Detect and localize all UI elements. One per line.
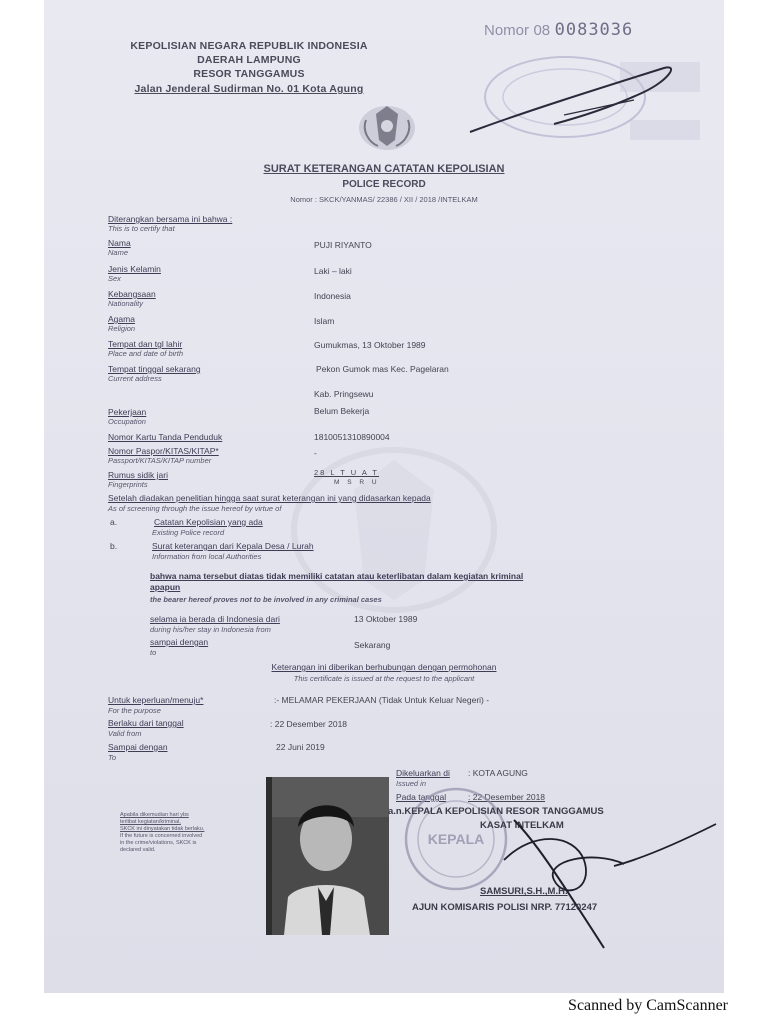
stay-from-label-en: during his/her stay in Indonesia from [150, 625, 271, 634]
field-label-passport-en: Passport/KITAS/KITAP number [108, 456, 212, 465]
field-value-address-2: Kab. Pringsewu [314, 389, 374, 399]
field-label-sex-en: Sex [108, 274, 121, 283]
field-label-name-en: Name [108, 248, 129, 257]
issued-note: Keterangan ini diberikan berhubungan dengan permohonan [271, 662, 497, 672]
disclaimer-note [120, 812, 265, 854]
signer-rank: AJUN KOMISARIS POLISI NRP. 77120247 [412, 902, 598, 913]
field-value-fingerprint-2: M S R U [334, 479, 380, 486]
issued-date-label: Pada tanggal [396, 792, 447, 802]
serial-prefix: 08 [533, 22, 551, 39]
field-value-fingerprint: 28 L T U A T [314, 468, 380, 477]
org-line-2: DAERAH LAMPUNG [197, 54, 301, 66]
field-label-religion-en: Religion [108, 324, 136, 333]
purpose-value: :- MELAMAR PEKERJAAN (Tidak Untuk Keluar Negeri) - [274, 695, 490, 705]
field-label-religion: Agama [108, 314, 135, 324]
disclaimer-line-1: Apabila dikemudian hari ybs [120, 812, 189, 818]
applicant-portrait-icon [266, 777, 389, 935]
stay-to-label-en: to [150, 648, 157, 657]
field-label-passport: Nomor Paspor/KITAS/KITAP* [108, 446, 219, 456]
field-value-occupation: Belum Bekerja [314, 406, 370, 416]
stay-to-value: Sekarang [354, 640, 391, 650]
field-value-sex: Laki – laki [314, 266, 352, 276]
screening-item-a: Catatan Kepolisian yang ada [154, 517, 263, 527]
valid-to-value: 22 Juni 2019 [276, 742, 325, 752]
watermark-emblem-icon [284, 440, 504, 620]
org-line-3: RESOR TANGGAMUS [193, 68, 305, 80]
statement-line-1: bahwa nama tersebut diatas tidak memiliki catatan atau keterlibatan dalam kegiatan kriminal [150, 571, 524, 581]
screening-item-a-en: Existing Police record [152, 528, 225, 537]
field-label-occupation-en: Occupation [108, 417, 146, 426]
disclaimer-line-4: If the future is concerned involved [120, 833, 203, 839]
field-label-nationality-en: Nationality [108, 299, 144, 308]
signature-top-icon [464, 60, 704, 160]
document-paper [44, 0, 724, 993]
disclaimer-line-5: in the crime/violations, SKCK is [120, 840, 197, 846]
field-value-religion: Islam [314, 316, 335, 326]
field-label-occupation: Pekerjaan [108, 407, 147, 417]
valid-from-label-en: Valid from [108, 729, 142, 738]
field-label-ktp: Nomor Kartu Tanda Penduduk [108, 432, 223, 442]
field-label-sex: Jenis Kelamin [108, 264, 161, 274]
field-label-address: Tempat tinggal sekarang [108, 364, 201, 374]
valid-to-label-en: To [108, 753, 117, 762]
screening-item-b: Surat keterangan dari Kepala Desa / Lurah [152, 541, 314, 551]
disclaimer-line-2: terlibat kegiatan/kriminal, [120, 819, 181, 825]
statement-en: the bearer hereof proves not to be involved in any criminal cases [150, 595, 382, 604]
issued-note-en: This certificate is issued at the request to the applicant [293, 674, 475, 683]
screening-item-b-marker: b. [110, 541, 118, 551]
serial-label: Nomor [484, 22, 530, 39]
org-line-1: KEPOLISIAN NEGARA REPUBLIK INDONESIA [130, 40, 368, 52]
field-label-address-en: Current address [108, 374, 162, 383]
issued-date-value: : 22 Desember 2018 [468, 792, 546, 802]
stamp-text: KEPALA [427, 831, 485, 847]
purpose-label: Untuk keperluan/menuju* [108, 695, 204, 705]
statement-line-2: apapun [150, 582, 181, 592]
field-label-nationality: Kebangsaan [108, 289, 156, 299]
stay-to-label: sampai dengan [150, 637, 209, 647]
disclaimer-line-3: SKCK ini dinyatakan tidak berlaku. [120, 826, 205, 832]
intro-text-en: This is to certify that [108, 224, 175, 233]
field-value-birth: Gumukmas, 13 Oktober 1989 [314, 340, 426, 350]
valid-from-label: Berlaku dari tanggal [108, 718, 184, 728]
intro-text: Diterangkan bersama ini bahwa : [108, 214, 233, 224]
purpose-label-en: For the purpose [108, 706, 161, 715]
screening-text-en: As of screening through the issue hereof by virtue of [108, 504, 282, 513]
org-address: Jalan Jenderal Sudirman No. 01 Kota Agung [134, 83, 364, 95]
field-value-nationality: Indonesia [314, 291, 351, 301]
applicant-photo [266, 777, 389, 935]
stay-from-value: 13 Oktober 1989 [354, 614, 418, 624]
field-value-ktp: 1810051310890004 [314, 432, 390, 442]
issued-place-value: : KOTA AGUNG [468, 768, 528, 778]
issued-place-label-en: Issued in [396, 779, 427, 788]
issued-place-label: Dikeluarkan di [396, 768, 450, 778]
signer-name: SAMSURI,S.H.,M.H. [480, 886, 568, 897]
field-label-fingerprint: Rumus sidik jari [108, 470, 168, 480]
scanner-watermark: Scanned by CamScanner [568, 997, 728, 1014]
valid-from-value: : 22 Desember 2018 [270, 719, 348, 729]
stay-from-label: selama ia berada di Indonesia dari [150, 614, 280, 624]
field-label-birth-en: Place and date of birth [108, 349, 184, 358]
field-value-address: Pekon Gumok mas Kec. Pagelaran [316, 364, 449, 374]
document-number: Nomor : SKCK/YANMAS/ 22386 / XII / 2018 /INTELKAM [290, 195, 478, 204]
field-value-name: PUJI RIYANTO [314, 240, 372, 250]
office-line-1: a.n.KEPALA KEPOLISIAN RESOR TANGGAMUS [388, 806, 604, 817]
document-title: SURAT KETERANGAN CATATAN KEPOLISIAN [263, 163, 505, 175]
field-value-passport: - [314, 448, 317, 458]
field-label-birth: Tempat dan tgl lahir [108, 339, 183, 349]
serial-number-stamp [484, 20, 633, 40]
screening-text: Setelah diadakan penelitian hingga saat surat keterangan ini yang didasarkan kepada [108, 493, 431, 503]
signature-bottom-icon [444, 800, 724, 950]
serial-number: 0083036 [554, 20, 634, 40]
police-emblem-icon [354, 98, 420, 152]
disclaimer-line-6: declared valid. [120, 847, 156, 853]
field-label-fingerprint-en: Fingerprints [108, 480, 148, 489]
office-line-2: KASAT INTELKAM [480, 820, 564, 831]
screening-item-a-marker: a. [110, 517, 118, 527]
valid-to-label: Sampai dengan [108, 742, 168, 752]
screening-item-b-en: Information from local Authorities [152, 552, 262, 561]
document-subtitle: POLICE RECORD [342, 179, 426, 190]
field-label-name: Nama [108, 238, 131, 248]
